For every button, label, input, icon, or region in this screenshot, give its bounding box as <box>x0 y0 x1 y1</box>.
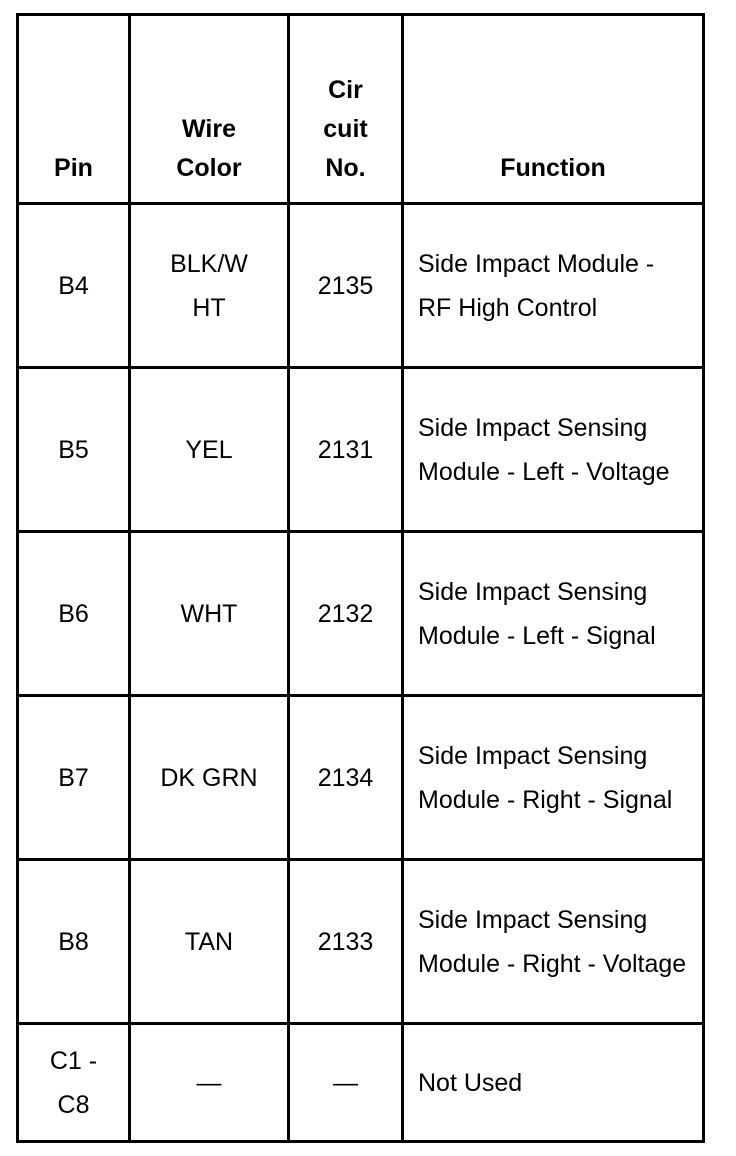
wire-color-cell <box>130 532 289 696</box>
pin-value: B4 <box>58 271 89 300</box>
function-value: Side Impact Sensing Module - Left - Voltage <box>418 413 670 486</box>
circuit-no-cell <box>289 696 403 860</box>
wire-color-value: YEL <box>185 435 233 464</box>
function-value: Side Impact Sensing Module - Right - Voltage <box>418 905 687 978</box>
header-wire-color-label: Wire Color <box>176 115 242 182</box>
function-value: Not Used <box>418 1068 523 1097</box>
function-cell <box>403 532 704 696</box>
wire-color-cell <box>130 860 289 1024</box>
function-cell <box>403 368 704 532</box>
pin-value: B7 <box>58 763 89 792</box>
header-function <box>403 15 704 204</box>
header-circuit-no-label: Cir cuit No. <box>323 76 368 182</box>
function-value: Side Impact Sensing Module - Left - Signal <box>418 577 656 650</box>
circuit-no-cell <box>289 204 403 368</box>
pin-value: C1 - C8 <box>49 1046 98 1119</box>
header-pin <box>18 15 130 204</box>
function-value: Side Impact Sensing Module - Right - Signal <box>418 741 673 814</box>
wire-color-value: DK GRN <box>160 763 258 792</box>
wire-color-value: WHT <box>180 599 238 628</box>
wire-color-cell <box>130 368 289 532</box>
circuit-no-cell <box>289 532 403 696</box>
table-row <box>18 1024 704 1142</box>
function-cell <box>403 696 704 860</box>
wire-color-value: BLK/W HT <box>170 249 248 322</box>
wire-color-cell <box>130 696 289 860</box>
wire-color-cell <box>130 204 289 368</box>
connector-pinout-table <box>16 13 705 1143</box>
circuit-no-cell <box>289 860 403 1024</box>
pin-cell <box>18 204 130 368</box>
table-row <box>18 368 704 532</box>
header-pin-label: Pin <box>54 154 93 182</box>
circuit-no-value: 2133 <box>317 927 374 956</box>
table-row <box>18 532 704 696</box>
pin-cell <box>18 1024 130 1142</box>
pin-cell <box>18 696 130 860</box>
circuit-no-value: 2132 <box>317 599 374 628</box>
table-row <box>18 860 704 1024</box>
circuit-no-cell <box>289 368 403 532</box>
circuit-no-value: 2134 <box>317 763 374 792</box>
circuit-no-value: 2131 <box>317 435 374 464</box>
pin-value: B8 <box>58 927 89 956</box>
wire-color-cell <box>130 1024 289 1142</box>
header-function-label: Function <box>500 154 606 182</box>
pin-value: B5 <box>58 435 89 464</box>
table-row <box>18 696 704 860</box>
pin-value: B6 <box>58 599 89 628</box>
circuit-no-value: — <box>333 1068 358 1097</box>
pin-cell <box>18 532 130 696</box>
function-cell <box>403 1024 704 1142</box>
header-row <box>18 15 704 204</box>
pin-cell <box>18 860 130 1024</box>
function-cell <box>403 860 704 1024</box>
header-wire-color <box>130 15 289 204</box>
wire-color-value: — <box>196 1068 222 1097</box>
table-row <box>18 204 704 368</box>
header-circuit-no <box>289 15 403 204</box>
pin-cell <box>18 368 130 532</box>
function-cell <box>403 204 704 368</box>
wire-color-value: TAN <box>184 927 234 956</box>
function-value: Side Impact Module - RF High Control <box>418 249 655 322</box>
circuit-no-cell <box>289 1024 403 1142</box>
circuit-no-value: 2135 <box>317 271 374 300</box>
